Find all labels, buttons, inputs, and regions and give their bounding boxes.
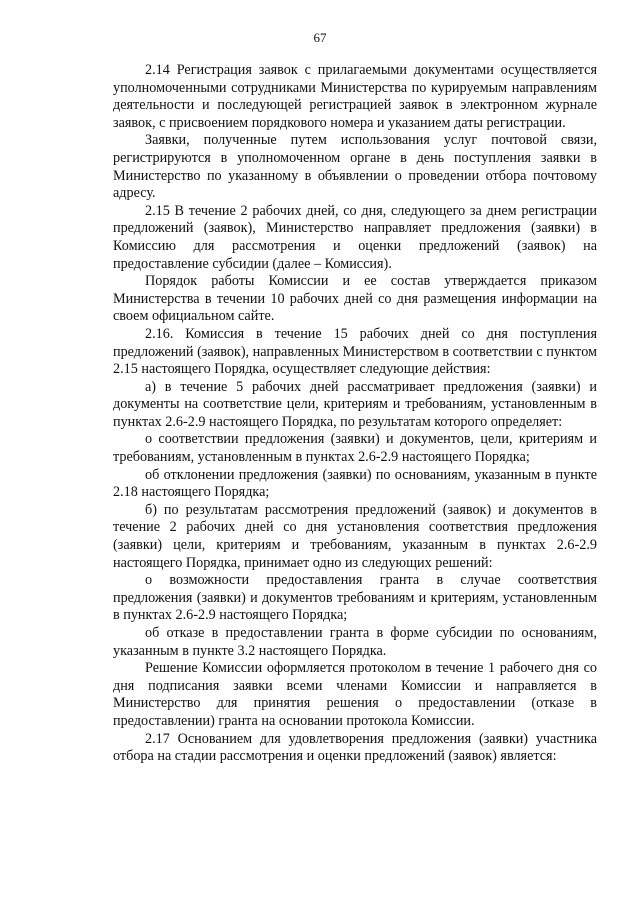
page-number: 67 [313, 30, 327, 45]
paragraph-commission-procedure: Порядок работы Комиссии и ее состав утверждается приказом Министерства в течении 10 рабочих дней со дня размещения информации на своем официальном сайте. [113, 273, 597, 325]
paragraph-2-14: 2.14 Регистрация заявок с прилагаемыми документами осуществляется уполномоченными сотрудниками Министерства по курируемым направлениям деятельности и последующей регистрацией заявок в электронном журнале заявок, с присвоением порядкового номера и указанием даты регистрации. [113, 62, 597, 131]
paragraph-compliance: о соответствии предложения (заявки) и документов, цели, критериям и требованиям, установленным в пунктах 2.6-2.9 настоящего Порядка; [113, 431, 597, 466]
document-body [113, 62, 597, 766]
paragraph-item-a: а) в течение 5 рабочих дней рассматривает предложения (заявки) и документы на соответствие цели, критериям и требованиям, установленным в пунктах 2.6-2.9 настоящего Порядка, по результатам которого определяет: [113, 378, 597, 430]
paragraph-postal-registration: Заявки, полученные путем использования услуг почтовой связи, регистрируются в уполномоченном органе в день поступления заявки в Министерство по указанному в объявлении о проведении отбора почтовому адресу. [113, 132, 597, 202]
paragraph-rejection: об отклонении предложения (заявки) по основаниям, указанным в пункте 2.18 настоящего Порядка; [113, 466, 597, 501]
paragraph-grant-refusal: об отказе в предоставлении гранта в форме субсидии по основаниям, указанным в пункте 3.2 настоящего Порядка. [113, 625, 597, 659]
paragraph-grant-possibility: о возможности предоставления гранта в случае соответствия предложения (заявки) и документов требованиям и критериям, установленным в пунктах 2.6-2.9 настоящего Порядка; [113, 572, 597, 624]
paragraph-2-16: 2.16. Комиссия в течение 15 рабочих дней со дня поступления предложений (заявок), направленных Министерством в соответствии с пунктом 2.15 настоящего Порядка, осуществляет следующие действия: [113, 325, 597, 378]
paragraph-2-15: 2.15 В течение 2 рабочих дней, со дня, следующего за днем регистрации предложений (заявок), Министерство направляет предложения (заявки) в Комиссию для рассмотрения и оценки предложений (заявок) на предоставление субсидии (далее – Комиссия). [113, 202, 597, 272]
paragraph-2-17: 2.17 Основанием для удовлетворения предложения (заявки) участника отбора на стадии рассмотрения и оценки предложений (заявок) является: [113, 730, 597, 765]
paragraph-commission-decision: Решение Комиссии оформляется протоколом в течение 1 рабочего дня со дня подписания заявки всеми членами Комиссии и направляется в Министерство для принятия решения о предоставлении (отказе в предоставлении) гранта на основании протокола Комиссии. [113, 660, 597, 729]
paragraph-item-b: б) по результатам рассмотрения предложений (заявок) и документов в течение 2 рабочих дней со дня установления соответствия предложения (заявки) цели, критериям и требованиям, указанным в пунктах 2.6-2.9 настоящего Порядка, принимает одно из следующих решений: [113, 501, 597, 571]
